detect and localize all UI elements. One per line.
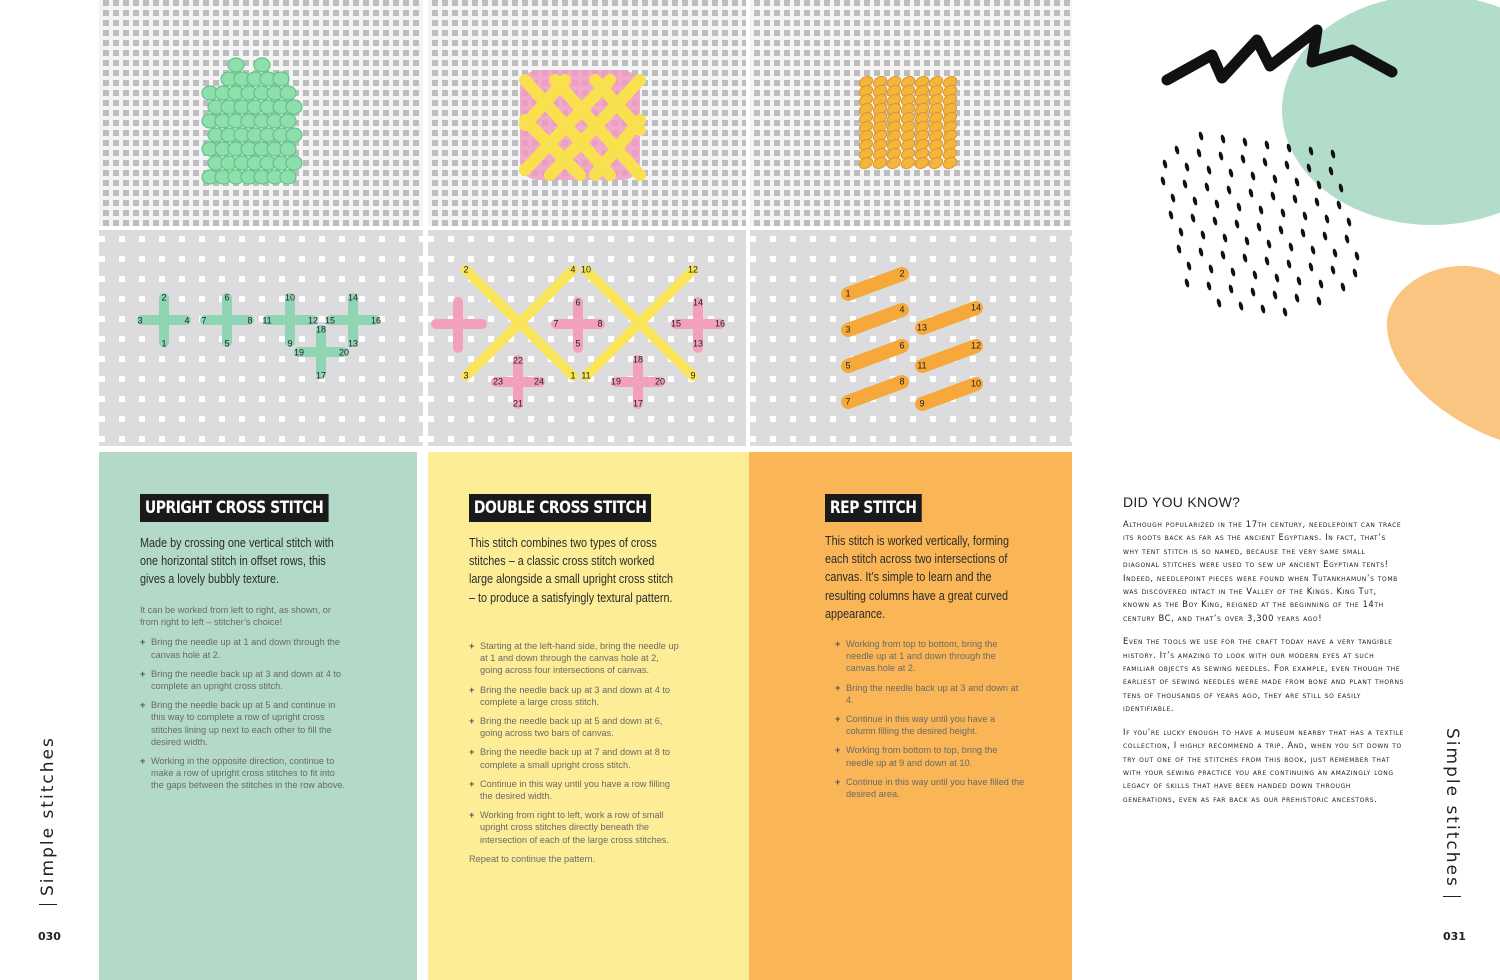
diagram-point-label: 12: [307, 315, 319, 326]
diagram-point-label: 4: [570, 264, 576, 275]
diagram-point-label: 14: [692, 297, 704, 308]
ink-dot: [1182, 179, 1188, 189]
ink-dot: [1212, 216, 1218, 226]
ink-dot: [1330, 265, 1336, 275]
ink-dot: [1352, 268, 1358, 278]
ink-dot: [1226, 185, 1232, 195]
diagram-point-label: 19: [610, 376, 622, 387]
ink-dot: [1222, 233, 1228, 243]
diagram-point-label: 13: [916, 322, 928, 333]
diagram-point-label: 9: [287, 338, 293, 349]
diagram-point-label: 9: [919, 398, 925, 409]
diagram-point-label: 19: [293, 347, 305, 358]
ink-dot: [1272, 174, 1278, 184]
did-you-know-paragraph: If you’re lucky enough to have a museum nearby that has a textile collection, I highly recommend a trip. And, when you sit down to try out one of the stitches from this book, just remember that with your sewing practice you are continuing an amazingly long legacy of skills that have been handed down through generations, even as far back as our prehistoric ancestors.: [1123, 726, 1404, 804]
ink-dot: [1252, 270, 1258, 280]
diagram-point-label: 17: [632, 398, 644, 409]
diagram-point-label: 14: [970, 302, 982, 313]
step-item: + Continue in this way until you have a row filling the desired width.: [469, 778, 679, 802]
diagram-point-label: 3: [137, 315, 143, 326]
ink-dot: [1274, 273, 1280, 283]
ink-dot: [1198, 247, 1204, 257]
ink-dot: [1250, 171, 1256, 181]
diagram-point-label: 4: [184, 315, 190, 326]
diagram-point-label: 3: [845, 324, 851, 335]
stitch-intro: This stitch is worked vertically, forming each stitch across two intersections of canvas. It’s simple to learn and the resulting columns have a great curved appearance.: [825, 534, 1009, 621]
ink-dot: [1272, 290, 1278, 300]
stitch-instructions: [469, 640, 679, 873]
diagram-point-label: 11: [917, 360, 927, 371]
step-item: + Continue in this way until you have a column filling the desired height.: [835, 713, 1025, 737]
diagram-point-label: 16: [370, 315, 382, 326]
ink-dot: [1260, 304, 1266, 314]
stitch-title: DOUBLE CROSS STITCH: [469, 494, 651, 522]
ink-dot: [1344, 234, 1350, 244]
diagram-point-label: 10: [284, 292, 296, 303]
stitch-outro: Repeat to continue the pattern.: [469, 853, 596, 864]
diagram-point-label: 1: [845, 288, 851, 299]
ink-dot: [1184, 162, 1190, 172]
diagram-point-label: 11: [581, 370, 591, 381]
right-page-number: 031: [1443, 930, 1466, 943]
ink-dot: [1216, 298, 1222, 308]
ink-dot: [1302, 211, 1308, 221]
ink-dot: [1178, 227, 1184, 237]
ink-dot: [1230, 267, 1236, 277]
ink-dot: [1218, 151, 1224, 161]
green-stitch-bump: [280, 142, 296, 156]
green-stitch-bump: [280, 114, 296, 128]
diagram-point-label: 20: [654, 376, 666, 387]
right-section-label: [1442, 728, 1462, 897]
diagram-point-label: 7: [553, 318, 559, 329]
ink-dot: [1294, 293, 1300, 303]
ink-dot: [1270, 191, 1276, 201]
ink-dot: [1292, 194, 1298, 204]
diagram-point-label: 14: [347, 292, 359, 303]
stitch-note: It can be worked from left to right, as shown, or from right to left – stitcher’s choice!: [140, 605, 331, 628]
ink-dot: [1242, 253, 1248, 263]
ink-dot: [1236, 202, 1242, 212]
diagram-point-label: 12: [687, 264, 699, 275]
ink-dot: [1248, 188, 1254, 198]
ink-dot: [1294, 177, 1300, 187]
diagram-point-label: 6: [224, 292, 230, 303]
diagram-point-label: 10: [970, 378, 982, 389]
green-stitch-bump: [280, 170, 296, 184]
upright-cross-stitch-diagram: [99, 230, 423, 446]
ink-dot: [1340, 282, 1346, 292]
rep-diagram-svg: [750, 230, 1072, 446]
diagram-point-label: 23: [492, 376, 504, 387]
diagram-point-label: 18: [632, 354, 644, 365]
left-section-label: [38, 736, 58, 905]
did-you-know-paragraph: Even the tools we use for the craft today have a very tangible history. It’s amazing to look with our modern eyes at such familiar objects as sewing needles. For example, even though the earliest of sewing needles were made from bone and plant thorns tens of thousands of years ago, they are still so easily identifiable.: [1123, 636, 1404, 714]
decorative-artwork: [1072, 0, 1500, 460]
stitch-title: REP STITCH: [825, 494, 921, 522]
upright-cross-labels: [137, 292, 381, 380]
did-you-know-heading: DID YOU KNOW?: [1123, 494, 1241, 510]
ink-dot: [1264, 256, 1270, 266]
upright-cross-panel: [99, 452, 417, 980]
ink-dot: [1162, 159, 1168, 169]
ink-dot: [1170, 193, 1176, 203]
green-stitch-bump: [286, 100, 302, 114]
ink-dot: [1206, 281, 1212, 291]
ink-dot: [1196, 148, 1202, 158]
diagram-point-label: 15: [324, 315, 336, 326]
green-stitch-bump: [286, 156, 302, 170]
ink-dot: [1262, 157, 1268, 167]
diagram-point-label: 8: [247, 315, 253, 326]
green-stitch-bump: [273, 72, 289, 86]
ink-dot: [1280, 208, 1286, 218]
ink-dot: [1228, 168, 1234, 178]
ink-dot: [1316, 296, 1322, 306]
ink-dot: [1296, 276, 1302, 286]
diagram-point-label: 2: [161, 292, 167, 303]
ink-dot: [1258, 205, 1264, 215]
ink-dot: [1192, 196, 1198, 206]
ink-dot: [1198, 131, 1204, 141]
double-cross-panel: [428, 452, 749, 980]
diagram-point-label: 5: [845, 360, 851, 371]
diagram-point-label: 5: [575, 338, 581, 349]
ink-dot: [1242, 137, 1248, 147]
ink-dot: [1184, 278, 1190, 288]
ink-dot: [1204, 182, 1210, 192]
step-item: + Continue in this way until you have filled the desired area.: [835, 776, 1025, 800]
diagram-point-label: 24: [533, 376, 545, 387]
diagram-point-label: 18: [315, 324, 327, 335]
ink-dot: [1208, 264, 1214, 274]
diagram-point-label: 10: [580, 264, 592, 275]
rep-stitch-panel: [749, 452, 1072, 980]
step-list: [140, 636, 350, 791]
step-item: + Bring the needle back up at 3 and down at 4 to complete a large cross stitch.: [469, 684, 679, 708]
upright-cross-diagram-svg: [99, 230, 423, 446]
ink-dot: [1256, 222, 1262, 232]
stitch-instructions: [140, 604, 350, 799]
ink-dot: [1354, 251, 1360, 261]
ink-dot: [1282, 307, 1288, 317]
diagram-point-label: 2: [899, 268, 905, 279]
step-item: + Bring the needle back up at 7 and down at 8 to complete a small upright cross stitch.: [469, 746, 679, 770]
ink-dot: [1200, 230, 1206, 240]
ink-dot: [1190, 213, 1196, 223]
ink-dot: [1322, 231, 1328, 241]
step-list: [835, 638, 1025, 800]
ink-dot: [1288, 242, 1294, 252]
ink-dot: [1284, 160, 1290, 170]
photo-stitch-overlays: [0, 0, 1072, 226]
step-item: + Working in the opposite direction, continue to make a row of upright cross stitches to fit into the gaps between the stitches in the row above.: [140, 755, 350, 792]
ink-dot: [1168, 210, 1174, 220]
diagram-point-label: 13: [347, 338, 359, 349]
ink-dot: [1244, 236, 1250, 246]
ink-dot: [1160, 176, 1166, 186]
diagram-point-label: 12: [970, 340, 982, 351]
diagram-point-label: 22: [512, 355, 524, 366]
diagram-point-label: 4: [899, 304, 905, 315]
step-item: + Starting at the left-hand side, bring the needle up at 1 and down through the canvas hole at 2, going across four intersections of canvas.: [469, 640, 679, 677]
step-item: + Bring the needle back up at 3 and down at 4 to complete an upright cross stitch.: [140, 668, 350, 692]
stitch-title: UPRIGHT CROSS STITCH: [140, 494, 328, 522]
step-item: + Bring the needle up at 1 and down through the canvas hole at 2.: [140, 636, 350, 660]
ink-dot: [1332, 248, 1338, 258]
ink-dot: [1206, 165, 1212, 175]
double-cross-stitch-diagram: [428, 230, 746, 446]
ink-dot: [1214, 199, 1220, 209]
ink-dot: [1300, 228, 1306, 238]
diagram-point-label: 6: [575, 297, 581, 308]
green-stitch-bump: [228, 58, 244, 72]
left-section-text: Simple stitches: [38, 736, 58, 896]
diagram-point-label: 11: [262, 315, 272, 326]
ink-dot: [1238, 301, 1244, 311]
did-you-know-paragraph: Although popularized in the 17th century, needlepoint can trace its roots back as far as the ancient Egyptians. In fact, that’s why tent stitch is so named, because the very same small diagonal stitches were used to sew up ancient Egyptian tents! Indeed, needlepoint pieces were found when Tutankhamun’s tomb was discovered intact in the Valley of the Kings. King Tut, known as the Boy King, reigned at the beginning of the 14th century BC, and that’s over 3,300 years ago!: [1123, 519, 1402, 623]
green-stitch-bump: [286, 128, 302, 142]
ink-dot: [1186, 261, 1192, 271]
step-item: + Bring the needle back up at 5 and down at 6, going across two bars of canvas.: [469, 715, 679, 739]
green-stitch-bump: [254, 58, 270, 72]
diagram-point-label: 20: [338, 347, 350, 358]
ink-dot: [1220, 134, 1226, 144]
diagram-point-label: 1: [570, 370, 576, 381]
diagram-point-label: 2: [463, 264, 469, 275]
stitch-intro: This stitch combines two types of cross stitches – a classic cross stitch worked large alongside a small upright cross stitch – to produce a satisfyingly textural pattern.: [469, 536, 674, 605]
did-you-know-box: [1123, 494, 1405, 806]
ink-dot: [1346, 217, 1352, 227]
diagram-point-label: 13: [692, 338, 704, 349]
diagram-point-label: 8: [899, 376, 905, 387]
step-item: + Bring the needle back up at 5 and continue in this way to complete a row of upright cross stitches lining up next to each other to fill the desired width.: [140, 699, 350, 748]
ink-dot: [1176, 244, 1182, 254]
step-item: + Working from bottom to top, bring the needle up at 9 and down at 10.: [835, 744, 1025, 768]
ink-dot: [1286, 259, 1292, 269]
diagram-point-label: 6: [899, 340, 905, 351]
diagram-point-label: 9: [690, 370, 696, 381]
rep-stitch-diagram: [750, 230, 1072, 446]
diagram-point-label: 5: [224, 338, 230, 349]
ink-dot: [1308, 262, 1314, 272]
ink-dot: [1220, 250, 1226, 260]
step-item: + Bring the needle back up at 3 and down at 4.: [835, 682, 1025, 706]
ink-dot: [1240, 154, 1246, 164]
ink-dot: [1174, 145, 1180, 155]
ink-dot: [1228, 284, 1234, 294]
ink-dot: [1310, 245, 1316, 255]
ink-dot: [1266, 239, 1272, 249]
ink-dot: [1336, 200, 1342, 210]
stitch-instructions: [835, 638, 1025, 807]
ink-dot: [1264, 140, 1270, 150]
peach-blob: [1387, 266, 1500, 440]
ink-dot: [1234, 219, 1240, 229]
diagram-point-label: 7: [201, 315, 207, 326]
diagram-point-label: 15: [670, 318, 682, 329]
ink-dot: [1318, 279, 1324, 289]
ink-dot: [1324, 214, 1330, 224]
double-cross-diagram-svg: [428, 230, 746, 446]
ink-dot: [1250, 287, 1256, 297]
step-item: + Working from top to bottom, bring the needle up at 1 and down through the canvas hole at 2.: [835, 638, 1025, 675]
diagram-point-label: 3: [463, 370, 469, 381]
right-section-text: Simple stitches: [1442, 728, 1462, 888]
left-page-number: 030: [38, 930, 61, 943]
stitch-intro: Made by crossing one vertical stitch with one horizontal stitch in offset rows, this gives a lovely bubbly texture.: [140, 536, 334, 587]
diagram-point-label: 17: [315, 370, 327, 381]
diagram-point-label: 16: [714, 318, 726, 329]
ink-dot: [1278, 225, 1284, 235]
step-list: [469, 640, 679, 846]
diagram-point-label: 21: [512, 398, 524, 409]
diagram-point-label: 8: [597, 318, 603, 329]
diagram-point-label: 7: [845, 396, 851, 407]
step-item: + Working from right to left, work a row of small upright cross stitches directly beneath the intersection of each of the large cross stitches.: [469, 809, 679, 846]
ink-dot: [1314, 197, 1320, 207]
green-stitch-bump: [280, 86, 296, 100]
diagram-point-label: 1: [161, 338, 167, 349]
